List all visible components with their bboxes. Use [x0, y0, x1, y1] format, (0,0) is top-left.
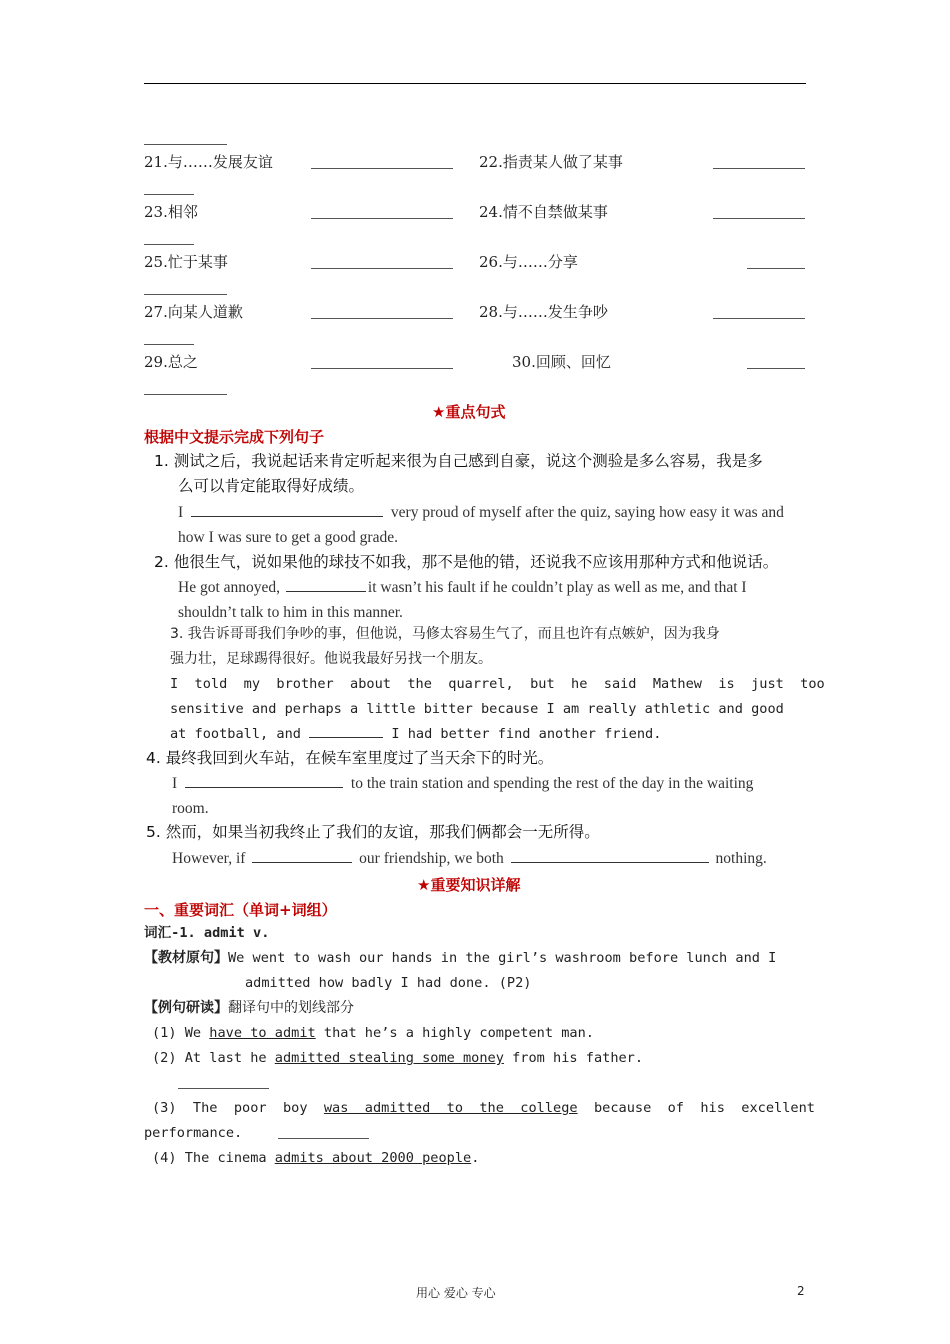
sentence-3-chinese-a: 3. 我告诉哥哥我们争吵的事，但他说，马修太容易生气了，而且也许有点嫉妒，因为我身 [170, 626, 720, 642]
answer-blank[interactable] [144, 194, 194, 195]
sentence-4-chinese: 4. 最终我回到火车站，在候车室里度过了当天余下的时光。 [146, 749, 554, 767]
page-number: 2 [797, 1284, 805, 1298]
answer-blank[interactable] [191, 502, 383, 517]
sentence-4-english-b: room. [172, 800, 209, 817]
sentence-5-chinese: 5. 然而，如果当初我终止了我们的友谊，那我们俩都会一无所得。 [146, 823, 600, 841]
answer-blank[interactable] [252, 848, 352, 863]
example-3-b: performance. [144, 1125, 243, 1141]
answer-blank[interactable] [311, 268, 453, 269]
sentence-1-english: I very proud of myself after the quiz, saying how easy it was and [178, 504, 784, 521]
answer-blank[interactable] [178, 1088, 269, 1089]
sentence-2-english-b: shouldn’t talk to him in this manner. [178, 604, 403, 621]
answer-blank[interactable] [286, 577, 366, 592]
vocab-item-27: 27.向某人道歉 [144, 303, 243, 321]
answer-blank[interactable] [311, 318, 453, 319]
section-heading-vocab: 一、重要词汇（单词+词组） [144, 901, 337, 919]
vocab-item-26: 26.与……分享 [479, 253, 578, 271]
vocab-item-30: 30.回顾、回忆 [512, 353, 611, 371]
vocab-item-25: 25.忙于某事 [144, 253, 228, 271]
example-heading: 【例句研读】翻译句中的划线部分 [144, 1000, 354, 1016]
header-rule [144, 83, 806, 84]
answer-blank[interactable] [144, 144, 227, 145]
answer-blank[interactable] [144, 244, 194, 245]
vocab-item-24: 24.情不自禁做某事 [479, 203, 608, 221]
sentence-2-english: He got annoyed, it wasn’t his fault if he couldn’t play as well as me, and that I [178, 579, 747, 596]
footer-motto: 用心 爱心 专心 [416, 1286, 496, 1300]
sentence-1-chinese-b: 么可以肯定能取得好成绩。 [178, 477, 365, 495]
answer-blank[interactable] [511, 848, 709, 863]
vocab-item-28: 28.与……发生争吵 [479, 303, 608, 321]
vocab-item-21: 21.与……发展友谊 [144, 153, 273, 171]
answer-blank[interactable] [144, 394, 227, 395]
sentence-3-english-b: sensitive and perhaps a little bitter because I am really athletic and good [170, 701, 784, 717]
answer-blank[interactable] [309, 723, 383, 738]
sentence-1-chinese-a: 1. 测试之后，我说起话来肯定听起来很为自己感到自豪，说这个测验是多么容易，我是多 [154, 452, 763, 470]
textbook-sentence-b: admitted how badly I had done. (P2) [245, 975, 532, 991]
answer-blank[interactable] [144, 294, 227, 295]
example-1: (1) We have to admit that he’s a highly competent man. [152, 1025, 594, 1041]
sentence-3-english-c: at football, and I had better find another friend. [170, 722, 661, 747]
vocab-item-29: 29.总之 [144, 353, 198, 371]
answer-blank[interactable] [185, 773, 343, 788]
section-title-key-sentences: ★重点句式 [432, 403, 506, 421]
answer-blank[interactable] [144, 344, 194, 345]
sentence-4-english: I to the train station and spending the rest of the day in the waiting [172, 775, 754, 792]
answer-blank[interactable] [713, 168, 805, 169]
sentence-1-english-b: how I was sure to get a good grade. [178, 529, 398, 546]
answer-blank[interactable] [311, 368, 453, 369]
sentence-3-chinese-b: 强力壮，足球踢得很好。他说我最好另找一个朋友。 [170, 651, 492, 667]
example-3: (3) The poor boy was admitted to the college because of his excellent [152, 1100, 815, 1116]
answer-blank[interactable] [747, 268, 805, 269]
sentence-5-english: However, if our friendship, we both nothing. [172, 850, 767, 867]
sentence-2-chinese: 2. 他很生气，说如果他的球技不如我，那不是他的错，还说我不应该用那种方式和他说话。 [154, 553, 779, 571]
example-4: (4) The cinema admits about 2000 people. [152, 1150, 480, 1166]
instruction-heading: 根据中文提示完成下列句子 [144, 428, 325, 446]
answer-blank[interactable] [278, 1138, 369, 1139]
vocab-word-label: 词汇-1. admit v. [144, 925, 270, 941]
answer-blank[interactable] [713, 318, 805, 319]
answer-blank[interactable] [311, 168, 453, 169]
section-title-knowledge: ★重要知识详解 [417, 876, 521, 894]
textbook-sentence: 【教材原句】We went to wash our hands in the girl’s washroom before lunch and I [144, 950, 777, 966]
answer-blank[interactable] [713, 218, 805, 219]
answer-blank[interactable] [747, 368, 805, 369]
vocab-item-22: 22.指责某人做了某事 [479, 153, 623, 171]
vocab-item-23: 23.相邻 [144, 203, 198, 221]
sentence-3-english-a: I told my brother about the quarrel, but he said Mathew is just too [170, 676, 825, 692]
example-2: (2) At last he admitted stealing some money from his father. [152, 1050, 644, 1066]
answer-blank[interactable] [311, 218, 453, 219]
